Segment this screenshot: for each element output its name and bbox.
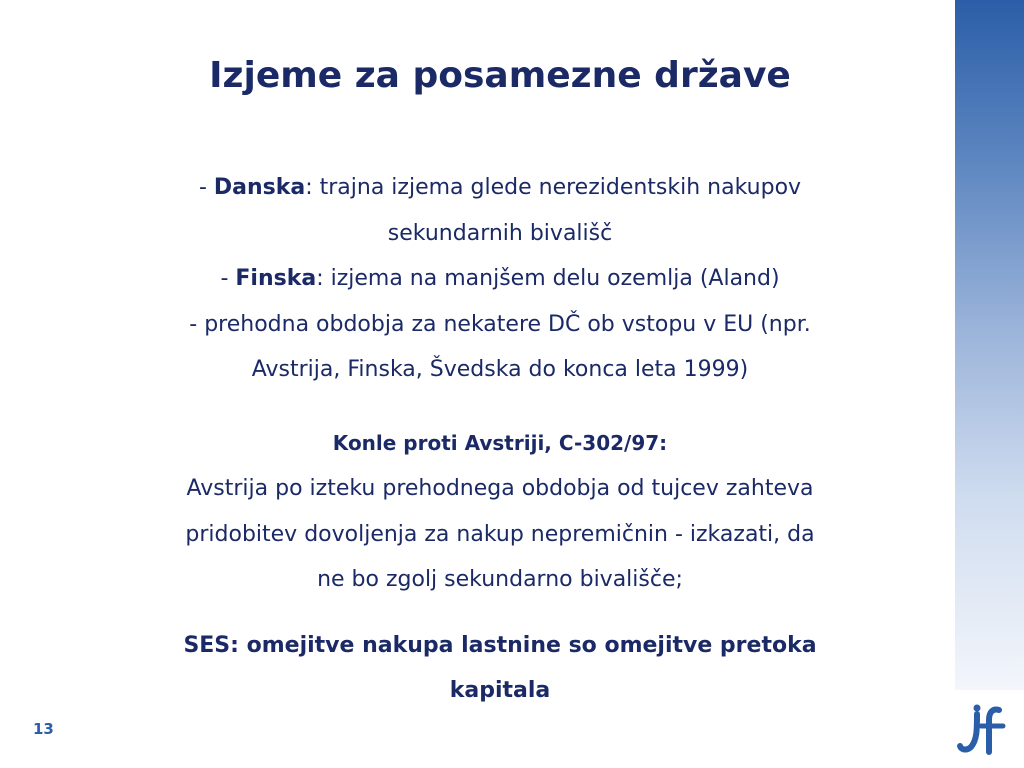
item-transition-line-1: - prehodna obdobja za nekatere DČ ob vstopu v EU (npr. (189, 311, 811, 337)
page-number: 13 (33, 720, 54, 738)
spacer (45, 393, 955, 421)
ses-line-2: kapitala (449, 678, 551, 703)
slide-body (45, 165, 955, 714)
ses-line-1: SES: omejitve nakupa lastnine so omejitve pretoka (183, 632, 817, 658)
item-transition-line-2: Avstrija, Finska, Švedska do konca leta 1999) (251, 357, 749, 382)
case-line-1: Avstrija po izteku prehodnega obdobja od tujcev zahteva (186, 476, 814, 501)
side-gradient-band (955, 0, 1024, 690)
item-finska: - Finska: izjema na manjšem delu ozemlja (Aland) (220, 266, 780, 291)
item-finska-country: Finska (235, 266, 317, 291)
case-heading: Konle proti Avstriji, C-302/97: (332, 430, 668, 455)
spacer (45, 603, 955, 623)
jf-logo-icon (955, 700, 1015, 760)
case-line-2: pridobitev dovoljenja za nakup nepremičnin - izkazati, da (185, 521, 815, 547)
case-line-3: ne bo zgolj sekundarno bivališče; (317, 567, 683, 592)
item-danska: - Danska: trajna izjema glede nerezidentskih nakupov (198, 175, 802, 200)
item-danska-continuation: sekundarnih bivališč (387, 220, 613, 246)
item-danska-country: Danska (213, 175, 306, 200)
slide-title: Izjeme za posamezne države (209, 55, 791, 96)
